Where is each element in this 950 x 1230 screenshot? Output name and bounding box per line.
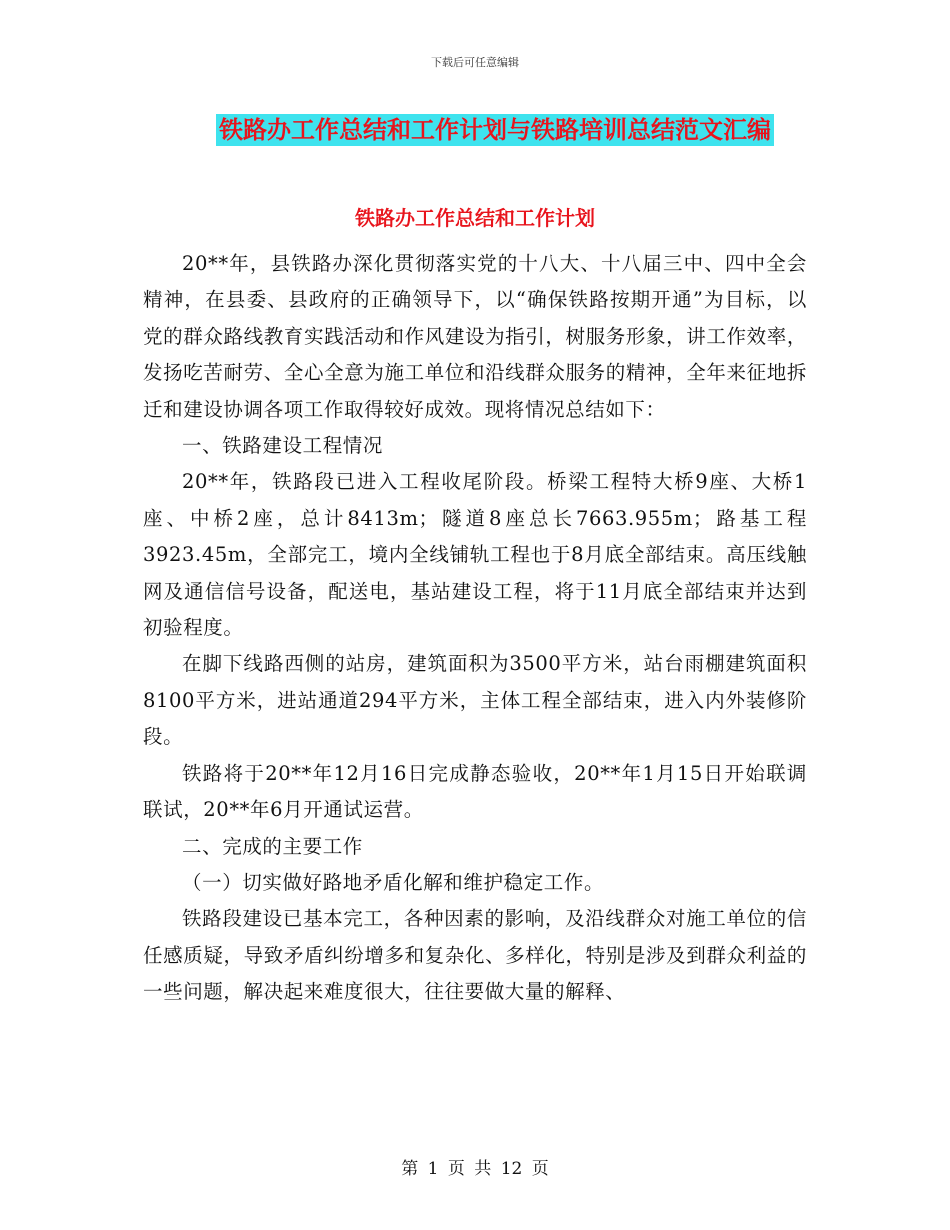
document-title: 铁路办工作总结和工作计划与铁路培训总结范文汇编 [216, 114, 774, 146]
paragraph-construction-status: 20**年，铁路段已进入工程收尾阶段。桥梁工程特大桥9座、大桥1座、中桥2座，总计8413m；隧道8座总长7663.955m；路基工程3923.45m，全部完工，境内全线铺轨工程也于8月底全部结束。高压线触网及通信信号设备，配送电，基站建设工程，将于11月底全部结束并达到初验程度。 [143, 470, 807, 640]
header-note: 下载后可任意编辑 [431, 56, 519, 69]
document-body [143, 246, 807, 1011]
document-title-container [0, 114, 950, 146]
paragraph-schedule: 铁路将于20**年12月16日完成静态验收，20**年1月15日开始联调联试，20**年6月开通试运营。 [143, 761, 807, 822]
paragraph-conflict-details: 铁路段建设已基本完工，各种因素的影响，及沿线群众对施工单位的信任感质疑，导致矛盾纠纷增多和复杂化、多样化，特别是涉及到群众利益的一些问题，解决起来难度很大，往往要做大量的解释、 [143, 907, 807, 1004]
heading-railway-construction: 一、铁路建设工程情况 [182, 434, 384, 458]
heading-main-work: 二、完成的主要工作 [182, 834, 363, 858]
subheading-conflict-resolution: （一）切实做好路地矛盾化解和维护稳定工作。 [182, 870, 605, 894]
page-number-footer: 第 1 页 共 12 页 [401, 1159, 549, 1179]
paragraph-intro: 20**年，县铁路办深化贯彻落实党的十八大、十八届三中、四中全会精神，在县委、县政府的正确领导下，以“确保铁路按期开通”为目标，以党的群众路线教育实践活动和作风建设为指引，树服务形象，讲工作效率，发扬吃苦耐劳、全心全意为施工单位和沿线群众服务的精神，全年来征地拆迁和建设协调各项工作取得较好成效。现将情况总结如下： [143, 252, 807, 421]
section-title: 铁路办工作总结和工作计划 [355, 206, 595, 230]
paragraph-station-building: 在脚下线路西侧的站房，建筑面积为3500平方米，站台雨棚建筑面积8100平方米，进站通道294平方米，主体工程全部结束，进入内外装修阶段。 [143, 652, 807, 749]
